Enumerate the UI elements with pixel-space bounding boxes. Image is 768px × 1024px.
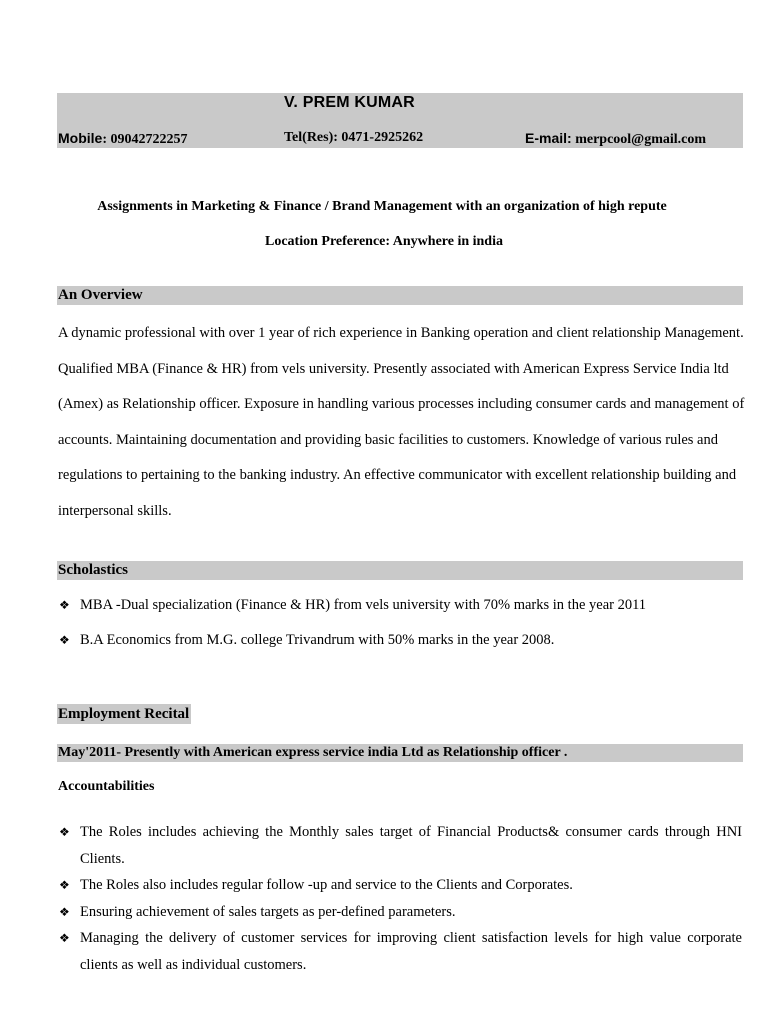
diamond-bullet-icon: ❖ [59, 633, 70, 647]
mobile-contact [58, 130, 188, 148]
candidate-name: V. PREM KUMAR [284, 94, 415, 111]
diamond-bullet-icon: ❖ [59, 878, 70, 892]
list-item [58, 872, 742, 899]
accountability-text: The Roles includes achieving the Monthly sales target of Financial Products& consumer cards through HNI Clients. [80, 824, 742, 867]
mobile-value: : 09042722257 [102, 132, 188, 147]
diamond-bullet-icon: ❖ [59, 931, 70, 945]
tel-contact: Tel(Res): 0471-2925262 [284, 130, 424, 145]
list-item [58, 588, 744, 623]
mobile-label: Mobile [58, 130, 103, 146]
scholastics-heading [57, 561, 743, 580]
location-preference: Location Preference: Anywhere in india [265, 234, 503, 249]
email-contact [525, 130, 706, 148]
list-item [58, 623, 744, 658]
scholastics-item-text: MBA -Dual specialization (Finance & HR) from vels university with 70% marks in the year 2011 [80, 597, 647, 613]
employment-heading: Employment Recital [58, 706, 190, 722]
overview-heading-text: An Overview [58, 287, 143, 303]
job-title-bar [57, 744, 743, 762]
diamond-bullet-icon: ❖ [59, 598, 70, 612]
list-item [58, 925, 742, 978]
accountability-text: Managing the delivery of customer services for improving client satisfaction levels for high value corporate clients as well as individual customers. [80, 930, 742, 973]
header-block [57, 93, 743, 148]
email-value: merpcool@gmail.com [571, 132, 707, 147]
email-label: E-mail: [525, 130, 572, 146]
scholastics-item-text: B.A Economics from M.G. college Trivandrum with 50% marks in the year 2008. [80, 632, 555, 648]
job-title: May'2011- Presently with American express service india Ltd as Relationship officer . [58, 745, 568, 760]
scholastics-list [58, 588, 744, 658]
diamond-bullet-icon: ❖ [59, 825, 70, 839]
accountability-text: Ensuring achievement of sales targets as per-defined parameters. [80, 903, 456, 920]
overview-paragraph: A dynamic professional with over 1 year of rich experience in Banking operation and client relationship Management. Qualified MBA (Finance & HR) from vels university. Presently associated with American Express Service India ltd (Amex) as Relationship officer. Exposure in handling various processes including consumer cards and management of accounts. Maintaining documentation and providing basic facilities to customers. Knowledge of various rules and regulations to pertaining to the banking industry. An effective communicator with excellent relationship building and interpersonal skills. [58, 325, 745, 519]
diamond-bullet-icon: ❖ [59, 904, 70, 919]
scholastics-heading-text: Scholastics [58, 562, 129, 578]
list-item [58, 899, 742, 926]
objective-line: Assignments in Marketing & Finance / Brand Management with an organization of high repute [97, 199, 667, 214]
list-item [58, 819, 742, 872]
accountabilities-list [58, 819, 742, 978]
accountabilities-heading: Accountabilities [58, 779, 155, 794]
accountability-text: The Roles also includes regular follow -up and service to the Clients and Corporates. [80, 877, 573, 893]
overview-heading [57, 286, 743, 305]
